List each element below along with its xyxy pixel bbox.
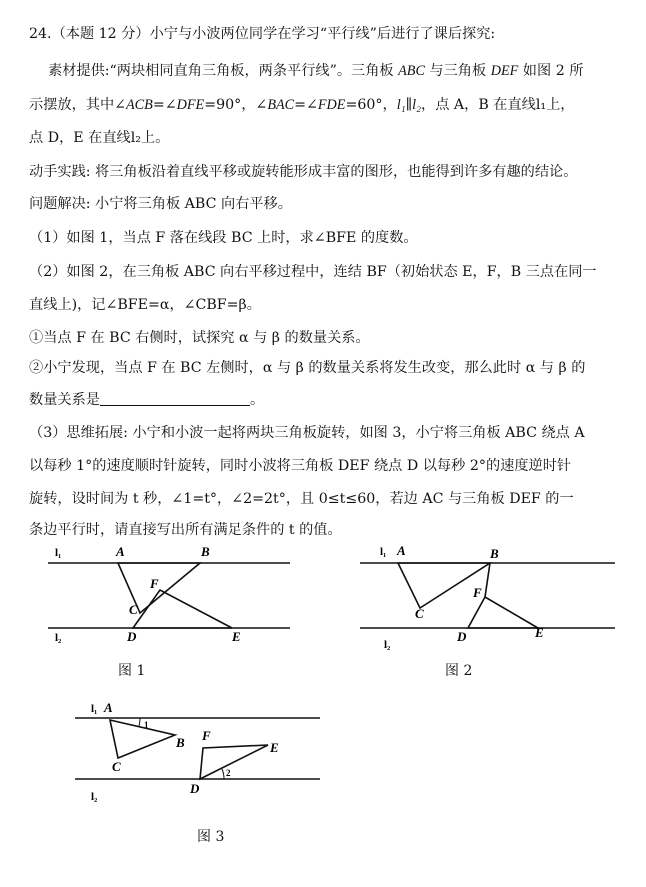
practice-line: 动手实践: 将三角板沿着直线平移或旋转能形成丰富的图形，也能得到许多有趣的结论。: [29, 164, 578, 180]
fig3-label-b: B: [176, 735, 185, 750]
figure-1-caption: 图 1: [118, 663, 146, 679]
material-text: =∠: [294, 97, 318, 113]
question-2-line-1: （2）如图 2，在三角板 ABC 向右平移过程中，连结 BF（初始状态 E，F，B 三点在同一: [29, 264, 597, 280]
question-3-line-2: 以每秒 1°的速度顺时针旋转，同时小波将三角板 DEF 绕点 D 以每秒 2°的速度逆时针: [29, 458, 572, 474]
question-2-part-2: ②小宁发现，当点 F 在 BC 左侧时，α 与 β 的数量关系将发生改变，那么此时 α 与 β 的: [29, 360, 586, 376]
fig1-label-a: A: [116, 544, 125, 559]
fig1-label-l2: l₂: [55, 632, 62, 644]
material-line-2: [29, 95, 629, 115]
material-text: ，点 A，B 在直线l₁上，: [421, 97, 575, 113]
material-text: 如图 2 所: [518, 63, 584, 79]
fig2-segment-bf: [485, 563, 490, 597]
fig2-label-b: B: [490, 546, 499, 561]
fig1-label-l1: l₁: [55, 547, 62, 559]
fig2-label-e: E: [535, 625, 544, 640]
fig3-label-f: F: [202, 728, 211, 743]
fig1-label-e: E: [232, 629, 241, 644]
question-2-part-1: ①当点 F 在 BC 右侧时，试探究 α 与 β 的数量关系。: [29, 330, 370, 346]
angle-dfe: DFE: [176, 97, 205, 113]
figure-2-caption: 图 2: [445, 663, 473, 679]
material-text: =∠: [152, 97, 177, 113]
question-1: （1）如图 1，当点 F 落在线段 BC 上时，求∠BFE 的度数。: [29, 230, 418, 246]
material-text: 示摆放，其中∠: [29, 97, 127, 113]
question-3-line-3: 旋转，设时间为 t 秒，∠1=t°，∠2=2t°，且 0≤t≤60，若边 AC 与三角板 DEF 的一: [29, 491, 574, 507]
fig2-label-l2: l₂: [384, 639, 391, 651]
fig3-label-e: E: [270, 740, 279, 755]
question-3-line-1: （3）思维拓展: 小宁和小波一起将两块三角板旋转，如图 3，小宁将三角板 ABC 绕点 A: [29, 425, 585, 441]
triangle-abc: ABC: [398, 63, 425, 79]
fig3-angle-2-arc: [222, 769, 224, 779]
figure-3: [0, 695, 340, 825]
angle-bac: BAC: [267, 97, 295, 113]
figure-2: [340, 540, 640, 690]
fig3-label-a: A: [104, 700, 113, 715]
fig3-label-angle-2: 2: [226, 768, 231, 778]
fig3-triangle-abc: [110, 720, 175, 758]
material-label: 素材提供:: [48, 63, 110, 79]
question-2-line-2: 直线上)，记∠BFE=α，∠CBF=β。: [29, 297, 261, 313]
angle-fde: FDE: [317, 97, 346, 113]
fig3-angle-1-arc: [139, 718, 140, 726]
answer-blank[interactable]: [100, 391, 250, 406]
question-2-answer-line: [29, 390, 629, 410]
material-text: 三角板: [351, 63, 399, 79]
fig1-label-b: B: [201, 544, 210, 559]
fig2-label-f: F: [473, 585, 482, 600]
fig3-label-d: D: [190, 781, 200, 796]
triangle-def: DEF: [490, 63, 519, 79]
fig2-label-l1: l₁: [380, 546, 387, 558]
fig2-label-d: D: [457, 629, 467, 644]
figure-3-caption: 图 3: [197, 829, 225, 845]
figure-1: [0, 540, 320, 690]
problem-heading: 24.（本题 12 分）小宁与小波两位同学在学习“平行线”后进行了课后探究:: [29, 26, 496, 42]
material-line-1: [48, 61, 646, 81]
fig3-label-c: C: [112, 759, 121, 774]
material-line-3: 点 D，E 在直线l₂上。: [29, 130, 170, 146]
fig2-label-a: A: [397, 543, 406, 558]
fig3-triangle-def: [200, 745, 268, 779]
fig3-label-l2: l₂: [91, 791, 98, 803]
answer-end: 。: [249, 392, 265, 408]
material-text: =60°，: [345, 97, 397, 113]
fig3-label-l1: l₁: [91, 703, 98, 715]
fig2-triangle-def: [468, 597, 538, 628]
material-text: 与三角板: [424, 63, 491, 79]
fig3-label-angle-1: 1: [144, 720, 149, 730]
question-3-line-4: 条边平行时，请直接写出所有满足条件的 t 的值。: [29, 522, 342, 538]
fig1-label-d: D: [127, 629, 137, 644]
material-text: =90°，∠: [204, 97, 268, 113]
solve-line: 问题解决: 小宁将三角板 ABC 向右平移。: [29, 196, 292, 212]
parallel-statement: l₁∥l₂: [396, 97, 422, 113]
answer-prompt: 数量关系是: [29, 392, 100, 408]
angle-acb: ACB: [126, 97, 153, 113]
material-quote: “两块相同直角三角板，两条平行线”。: [109, 63, 352, 79]
fig2-label-c: C: [415, 606, 424, 621]
fig1-label-c: C: [129, 602, 138, 617]
fig1-triangle-def: [133, 590, 232, 628]
fig1-label-f: F: [150, 576, 159, 591]
